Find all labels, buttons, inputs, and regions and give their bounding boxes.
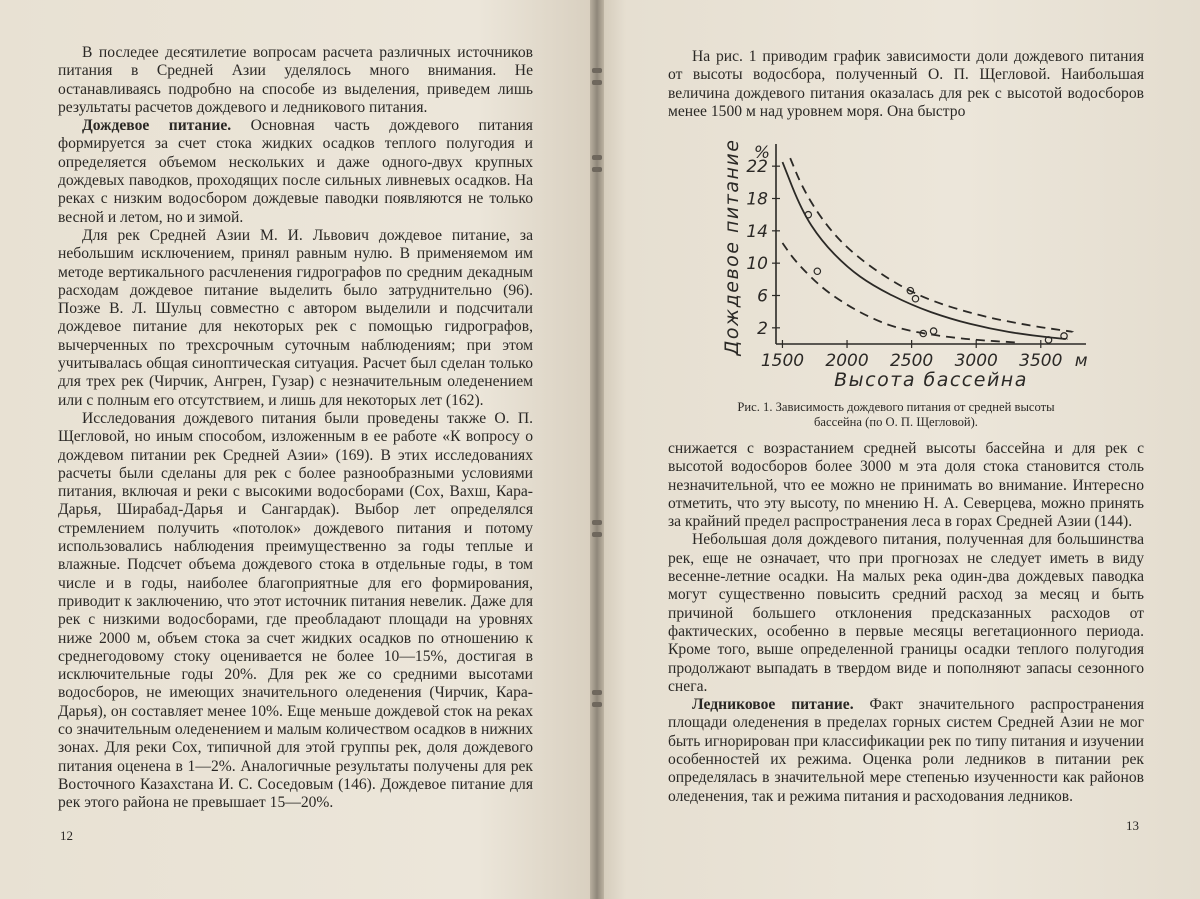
- x-unit-label: м: [1074, 351, 1088, 371]
- binding-stitch: [592, 520, 602, 525]
- paragraph-body: Основная часть дождевого питания формируется за счет стока жидких осадков теплого полугодия и определяется объемом нескольких и даже одного-двух крупных дождевых паводков, проходящих после сильных ливневых осадков. На реках с низким водосбором дождевые паводки появляются не только весной и летом, но и зимой.: [58, 117, 533, 226]
- x-tick-label: 1500: [760, 351, 805, 371]
- y-tick-label: 6: [757, 286, 768, 307]
- book-gutter: [590, 0, 604, 899]
- paragraph: Небольшая доля дождевого питания, полученная для большинства рек, еще не означает, что при прогнозах не следует иметь в виду весенне-летние осадки. На малых река один-два дождевых паводка могут существенно повысить средний расход за месяц и быть причиной большего отклонения предсказанных расходов от фактических, особенно в первые месяцы вегетационного периода. Кроме того, выше определенной границы осадки теплого полугодия продолжают выпадать в твердом виде и пополняют запасы сезонного снега.: [668, 531, 1144, 695]
- y-tick-label: 22: [746, 157, 768, 178]
- paragraph: В последее десятилетие вопросам расчета различных источников питания в Средней Азии уделялось много внимания. Не останавливаясь подробно на способе из выделения, приведем лишь результаты расчетов дождевого и ледникового питания.: [58, 44, 533, 116]
- section-lead-rain: Дождевое питание.: [82, 117, 232, 135]
- right-page-text-bottom: [668, 440, 1144, 806]
- paragraph: Исследования дождевого питания были проведены также О. П. Щегловой, но иным способом, изложенным в ее работе «К вопросу о дождевом питании рек Средней Азии» (169). В этих исследованиях расчеты были сделаны для рек с более разнообразными условиями питания, включая и реки с высокими водосборами (Сох, Вахш, Кара-Дарья, Ширабад-Дарья и Сангардак). Выбор лет определялся стремлением получить «потолок» дождевого питания и потому использовались наблюдения преимущественно за годы теплые и влажные. Подсчет объема дождевого стока в отдельные годы, в том числе и в годы, наиболее благоприятные для его формирования, приводит к заключению, что этот источник питания невелик. Даже для рек с низкими водосборами, где преобладают площади на уровнях ниже 2000 м, объем стока за счет жидких осадков по отношению к среднегодовому стоку оценивается не более 10—15%, достигая в исключительные годы 20%. Для рек же со средними высотами водосборов, не имеющих значительного оледенения (Чирчик, Кара-Дарья), он составляет менее 10%. Еще меньше дождевой сток на реках со значительным оледенением и малым количеством осадков в нижних зонах. Для реки Сох, типичной для этой группы рек, доля дождевого питания оценена в 1—2%. Аналогичные результаты получены для рек Восточного Казахстана И. С. Соседовым (146). Дождевое питание для рек этого района не превышает 15—20%.: [58, 409, 533, 812]
- paragraph: На рис. 1 приводим график зависимости доли дождевого питания от высоты водосбора, полученный О. П. Щегловой. Наибольшая величина дождевого питания оказалась для рек с высотой водосборов менее 1500 м над уровнем моря. Она быстро: [668, 48, 1144, 120]
- page-number-left: 12: [60, 828, 73, 843]
- data-point: [912, 296, 918, 302]
- section-lead-glacier: Ледниковое питание.: [692, 696, 854, 714]
- series-line-dashed: [783, 243, 1016, 342]
- y-axis-label: Дождевое питание: [721, 138, 743, 356]
- y-unit-label: %: [753, 143, 771, 163]
- right-page: [596, 0, 1200, 899]
- page-number-right: 13: [1126, 818, 1139, 833]
- figure-1-chart: [716, 138, 1096, 392]
- series-line-solid: [783, 162, 1067, 339]
- data-point: [930, 328, 936, 334]
- x-tick-label: 3000: [954, 351, 998, 371]
- x-tick-label: 2500: [889, 351, 934, 371]
- binding-stitch: [592, 80, 602, 85]
- y-tick-label: 18: [746, 189, 768, 210]
- paragraph-rain: [58, 117, 533, 227]
- x-tick-label: 3500: [1019, 351, 1063, 371]
- binding-stitch: [592, 68, 602, 73]
- binding-stitch: [592, 702, 602, 707]
- figure-caption: Рис. 1. Зависимость дождевого питания от средней высоты бассейна (по О. П. Щегловой).: [737, 400, 1055, 429]
- binding-stitch: [592, 167, 602, 172]
- binding-stitch: [592, 532, 602, 537]
- left-page-text: [58, 44, 533, 812]
- y-tick-label: 14: [746, 221, 768, 242]
- paragraph-body: Факт значительного распространения площади оледенения в пределах горных систем Средней Азии не мог быть игнорирован при классификации рек по типу питания и изучении особенностей их режима. Оценка роли ледников в питании рек определялась в значительной мере степенью изученности как районов оледенения, так и режима питания и расходования ледников.: [668, 696, 1144, 805]
- x-axis-label: Высота бассейна: [834, 369, 1028, 391]
- y-tick-label: 10: [746, 254, 768, 275]
- series-line-dashed: [790, 158, 1073, 332]
- y-tick-label: 2: [757, 318, 768, 339]
- chart-svg: [716, 138, 1096, 392]
- paragraph-continued: снижается с возрастанием средней высоты бассейна и для рек с высотой водосборов более 3000 м эта доля стока становится столь незначительной, что ее можно не принимать во внимание. Интересно отметить, что эту высоту, по мнению Н. А. Северцева, можно принять за крайний предел распространения леса в горах Средней Азии (144).: [668, 440, 1144, 531]
- left-page: [0, 0, 596, 899]
- right-page-text-top: [668, 48, 1144, 121]
- binding-stitch: [592, 690, 602, 695]
- binding-stitch: [592, 155, 602, 160]
- paragraph: Для рек Средней Азии М. И. Львович дождевое питание, за небольшим исключением, принял равным нулю. В применяемом им методе вертикального расчленения гидрографов по средним декадным расходам дождевое питание выделить было затруднительно (96). Позже В. Л. Шульц совместно с автором выделили и подсчитали дождевое питание для некоторых рек с помощью гидрографов, вычерченных по трехсрочным суточным наблюдениям; при этом учитывалась общая синоптическая ситуация. Расчет был сделан только для трех рек (Чирчик, Ангрен, Гузар) с незначительным оледенением или с полным его отсутствием, и лишь для некоторых лет (162).: [58, 226, 533, 409]
- data-point: [814, 268, 820, 274]
- paragraph-glacier: [668, 696, 1144, 806]
- x-tick-label: 2000: [825, 351, 869, 371]
